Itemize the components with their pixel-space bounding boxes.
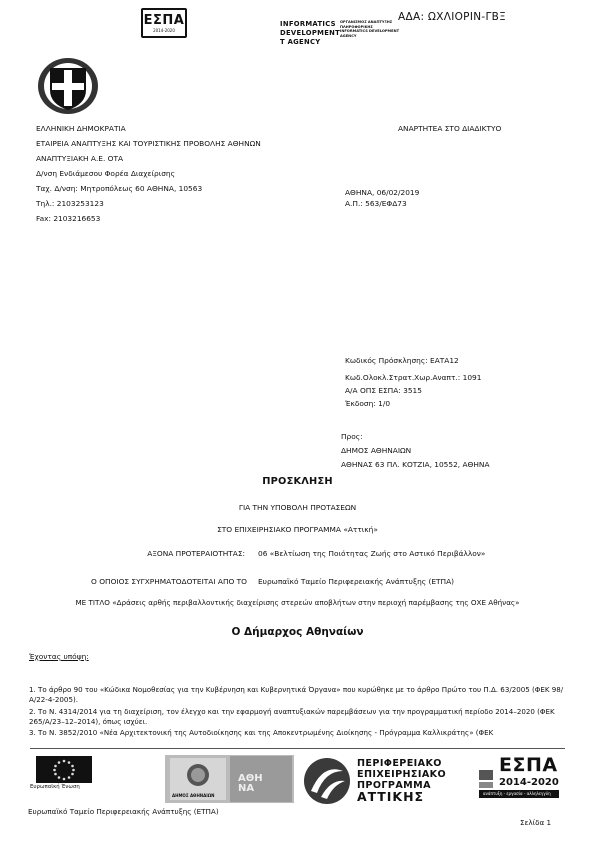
iga-logo-small-text: ΟΡΓΑΝΙΣΜΟΣ ΑΝΑΠΤΥΞΗΣ ΠΛΗΡΟΦΟΡΙΚΗΣ INFORMATICS DEVELOPMENT AGENCY: [340, 20, 400, 38]
sender-line: Fax: 2103216653: [36, 214, 101, 223]
recipient-line: Προς:: [341, 432, 363, 441]
pep-line: ΑΤΤΙΚΗΣ: [357, 789, 425, 804]
page-number: Σελίδα 1: [520, 818, 552, 827]
date: ΑΘΗΝΑ, 06/02/2019: [345, 188, 420, 197]
sender-block: [36, 123, 261, 224]
funding-value: Ευρωπαϊκό Ταμείο Περιφερειακής Ανάπτυξης (ΕΤΠΑ): [258, 577, 455, 586]
espa-2014-2020-logo: [479, 756, 559, 798]
espa-tagline: ανάπτυξη - εργασία - αλληλεγγύη: [483, 791, 551, 796]
priority-axis-value: 06 «Βελτίωση της Ποιότητας Ζωής στο Αστικό Περιβάλλον»: [258, 549, 486, 558]
eu-flag-icon: [36, 756, 92, 783]
mayor-heading: Ο Δήμαρχος Αθηναίων: [231, 626, 364, 638]
subtitle-2: ΣΤΟ ΕΠΙΧΕΙΡΗΣΙΑΚΟ ΠΡΟΓΡΑΜΜΑ «Αττική»: [217, 525, 378, 534]
law-item: 1. Το άρθρο 90 του «Κώδικα Νομοθεσίας για την Κυβέρνηση και Κυβερνητικά Όργανα» που κυρώθηκε με το άρθρο Πρώτο του Π.Δ. 63/2005 (ΦΕΚ 98/Α/22-4-2005).: [29, 685, 564, 704]
attica-region-logo-icon: [303, 757, 351, 805]
athina-logo: [230, 756, 292, 802]
greek-emblem-icon: [36, 52, 100, 116]
pep-line: ΕΠΙΧΕΙΡΗΣΙΑΚΟ: [357, 769, 447, 780]
espa-logo-sub: 2014-2020: [153, 27, 175, 33]
code-line: Κωδ.Ολοκλ.Στρατ.Χωρ.Αναπτ.: 1091: [345, 373, 482, 382]
iga-logo-lines: [280, 20, 340, 47]
priority-axis-label: ΑΞΟΝΑ ΠΡΟΤΕΡΑΙΟΤΗΤΑΣ:: [147, 549, 245, 558]
date-reference: [345, 187, 419, 209]
pep-line: ΠΡΟΓΡΑΜΜΑ: [357, 780, 431, 791]
pep-attikis-logo: [357, 758, 446, 802]
subtitle-1: ΓΙΑ ΤΗΝ ΥΠΟΒΟΛΗ ΠΡΟΤΑΣΕΩΝ: [238, 503, 357, 512]
call-codes: [345, 355, 481, 409]
law-item: 2. Το Ν. 4314/2014 για τη διαχείριση, τον έλεγχο και την εφαρμογή αναπτυξιακών παρεμβάσεων για την προγραμματική περίοδο 2014–2020 (ΦΕΚ 265/Α/23–12–2014), όπως ισχύει.: [29, 707, 555, 726]
iga-line-3: T AGENCY: [280, 38, 321, 46]
document-title: ΠΡΟΣΚΛΗΣΗ: [262, 476, 333, 487]
call-title: ΜΕ ΤΙΤΛΟ «Δράσεις αρθής περιβαλλοντικής διαχείρισης στερεών αποβλήτων στην περιοχή παρέμβασης της ΟΧΕ Αθήνας»: [75, 598, 520, 607]
sender-line: ΕΤΑΙΡΕΙΑ ΑΝΑΠΤΥΞΗΣ ΚΑΙ ΤΟΥΡΙΣΤΙΚΗΣ ΠΡΟΒΟΛΗΣ ΑΘΗΝΩΝ: [36, 139, 261, 148]
law-item: 3. Το Ν. 3852/2010 «Νέα Αρχιτεκτονική της Αυτοδιοίκησης και της Αποκεντρωμένης Διοίκησης - Πρόγραμμα Καλλικράτης» (ΦΕΚ: [29, 728, 494, 737]
espa-big-text: ΕΣΠΑ: [499, 754, 558, 776]
funding-label: Ο ΟΠΟΙΟΣ ΣΥΓΧΡΗΜΑΤΟΔΟΤΕΙΤΑΙ ΑΠΟ ΤΟ: [91, 577, 247, 586]
dimos-caption: ΔΗΜΟΣ ΑΘΗΝΑΙΩΝ: [172, 793, 215, 798]
considering-label: Έχοντας υπόψη:: [29, 652, 89, 661]
pep-line: ΠΕΡΙΦΕΡΕΙΑΚΟ: [357, 758, 442, 769]
code-line: Κωδικός Πρόσκλησης: ΕΑΤΑ12: [345, 356, 459, 365]
sender-line: Ταχ. Δ/νση: Μητροπόλεως 60 ΑΘΗΝΑ, 10563: [36, 184, 203, 193]
protocol-number: Α.Π.: 563/ΕΦΔ73: [345, 199, 407, 208]
sender-line: Δ/νση Ενδιάμεσου Φορέα Διαχείρισης: [36, 169, 175, 178]
iga-line-2: DEVELOPMENT: [280, 29, 341, 37]
post-online-label: ΑΝΑΡΤΗΤΕΑ ΣΤΟ ΔΙΑΔΙΚΤΥΟ: [398, 124, 502, 133]
sender-line: ΕΛΛΗΝΙΚΗ ΔΗΜΟΚΡΑΤΙΑ: [36, 124, 126, 133]
ada-code: ΑΔΑ: ΩΧΛΙΟΡΙΝ-ΓΒΞ: [398, 11, 507, 23]
espa-years: 2014-2020: [499, 777, 559, 788]
code-line: Έκδοση: 1/0: [345, 399, 391, 408]
recipient-block: [341, 431, 490, 470]
recipient-line: ΔΗΜΟΣ ΑΘΗΝΑΙΩΝ: [341, 446, 412, 455]
sender-line: Τηλ.: 2103253123: [36, 199, 104, 208]
eu-caption: Ευρωπαϊκή Ένωση: [30, 784, 80, 790]
recipient-line: ΑΘΗΝΑΣ 63 ΠΛ. ΚΟΤΖΙΑ, 10552, ΑΘΗΝΑ: [341, 460, 490, 469]
espa-logo-text: ΕΣΠΑ: [143, 12, 185, 28]
iga-line-1: INFORMATICS: [280, 20, 336, 28]
footer-fund-name: Ευρωπαϊκό Ταμείο Περιφερειακής Ανάπτυξης (ΕΤΠΑ): [28, 807, 219, 816]
espa-logo: [141, 8, 187, 38]
footer-divider: [30, 748, 565, 749]
sender-line: ΑΝΑΠΤΥΞΙΑΚΗ Α.Ε. ΟΤΑ: [36, 154, 124, 163]
code-line: Α/Α ΟΠΣ ΕΣΠΑ: 3515: [345, 386, 422, 395]
athina-mark: ΑΘΗ ΝΑ: [238, 773, 263, 794]
